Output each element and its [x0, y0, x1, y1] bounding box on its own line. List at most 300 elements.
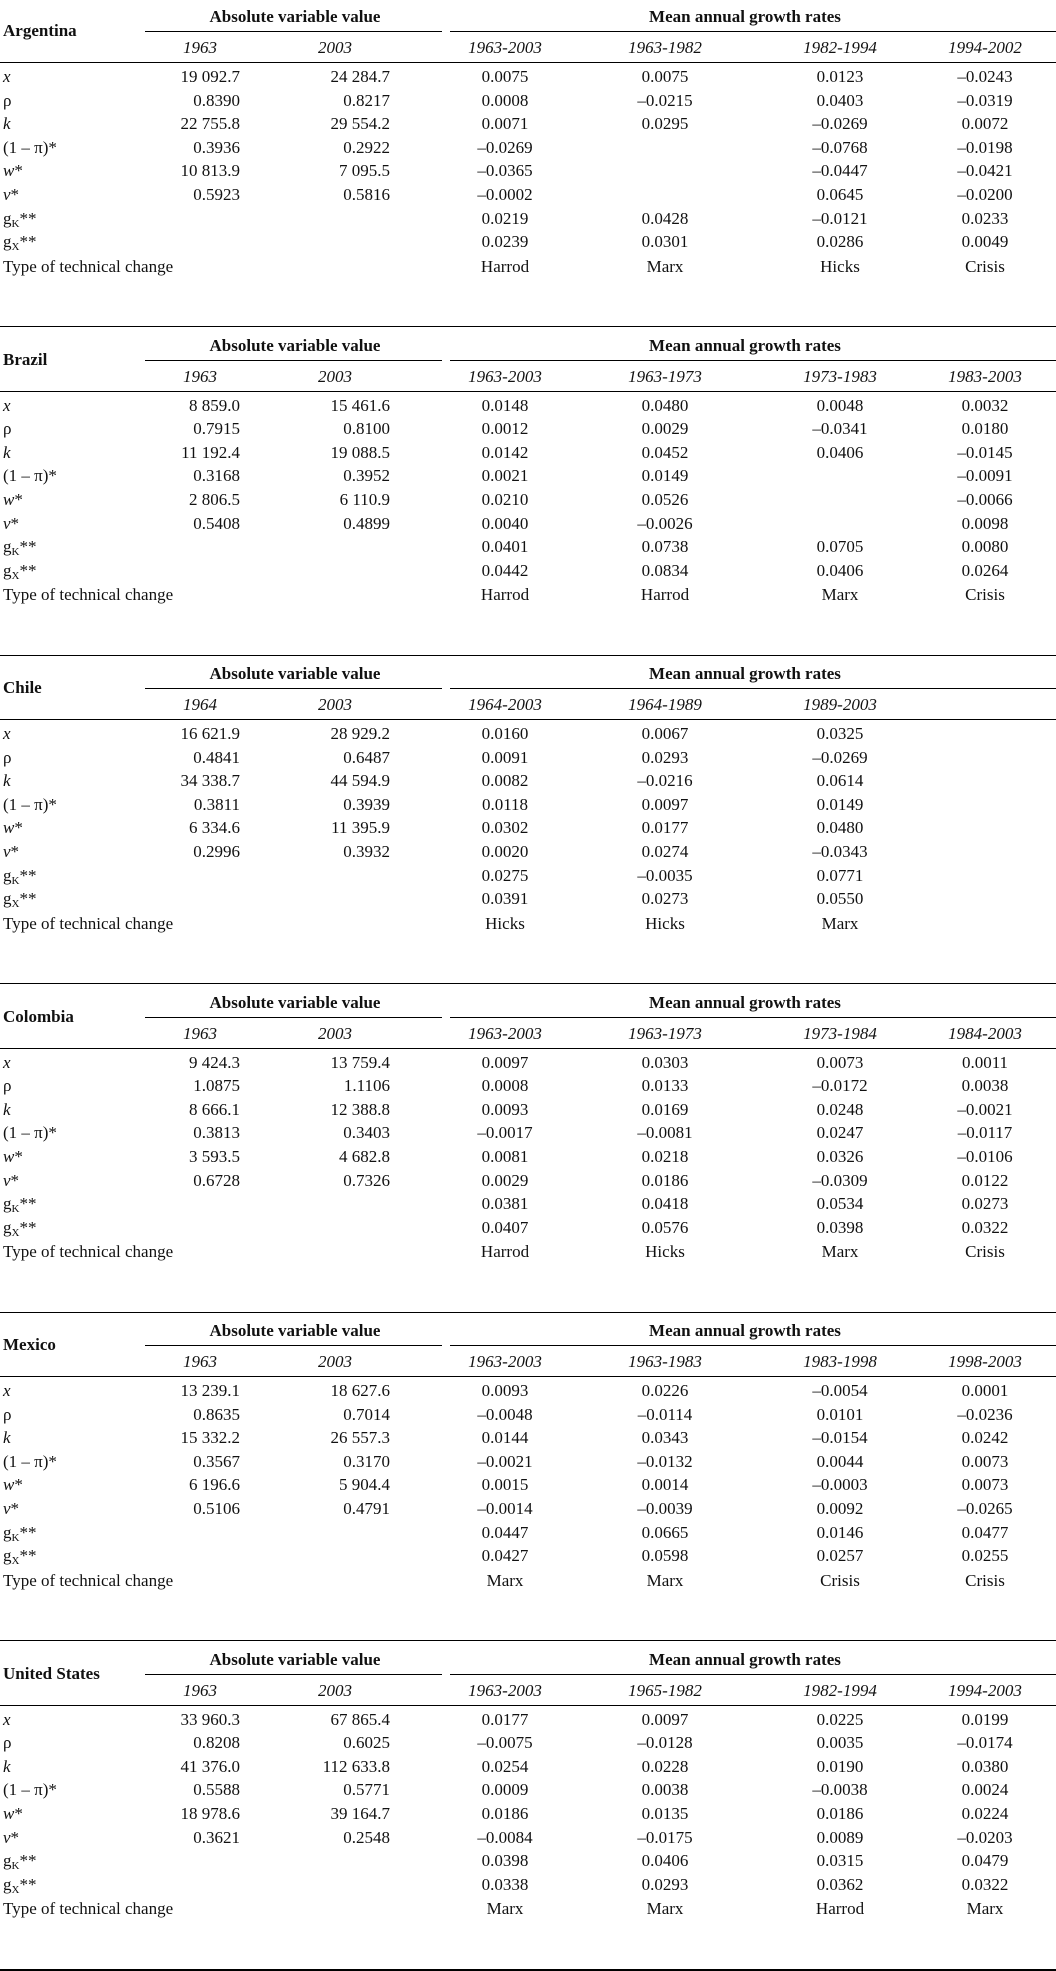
cell-value: 0.4841: [140, 748, 240, 768]
growth-rates-header: Mean annual growth rates: [450, 7, 1040, 27]
rule-line: [450, 360, 1056, 361]
row-label: (1 – π)*: [3, 1123, 57, 1143]
technical-change-type: Harrod: [450, 257, 560, 277]
technical-change-type: Marx: [785, 914, 895, 934]
row-label: v*: [3, 1171, 19, 1191]
cell-value: 1.1106: [250, 1076, 390, 1096]
cell-value: 0.0219: [450, 209, 560, 229]
rule-line: [450, 1017, 1056, 1018]
cell-value: 0.0097: [610, 795, 720, 815]
cell-value: 2 806.5: [140, 490, 240, 510]
cell-value: –0.0343: [785, 842, 895, 862]
cell-value: 0.0008: [450, 1076, 560, 1096]
cell-value: 0.0073: [930, 1452, 1040, 1472]
cell-value: 0.0406: [610, 1851, 720, 1871]
cell-value: 5 904.4: [250, 1475, 390, 1495]
row-label: $g_K**$: [3, 1851, 36, 1871]
cell-value: –0.0021: [930, 1100, 1040, 1120]
cell-value: 0.0142: [450, 443, 560, 463]
cell-value: 0.0092: [785, 1499, 895, 1519]
cell-value: 0.0302: [450, 818, 560, 838]
period-header: 1964-2003: [445, 695, 565, 715]
year-header: 2003: [270, 1024, 400, 1044]
cell-value: –0.0154: [785, 1428, 895, 1448]
cell-value: 0.6487: [250, 748, 390, 768]
cell-value: –0.0002: [450, 185, 560, 205]
technical-change-type: Harrod: [785, 1899, 895, 1919]
cell-value: 0.0343: [610, 1428, 720, 1448]
row-label: $g_X**$: [3, 1875, 36, 1895]
year-header: 1963: [150, 1352, 250, 1372]
year-header: 1963: [150, 1681, 250, 1701]
period-header: 1973-1983: [780, 367, 900, 387]
year-header: 2003: [270, 38, 400, 58]
cell-value: 0.0020: [450, 842, 560, 862]
row-label: k: [3, 771, 11, 791]
cell-value: 0.0295: [610, 114, 720, 134]
row-label: $g_X**$: [3, 561, 36, 581]
row-label: (1 – π)*: [3, 1452, 57, 1472]
cell-value: 0.0024: [930, 1780, 1040, 1800]
cell-value: 8 859.0: [140, 396, 240, 416]
cell-value: 0.3939: [250, 795, 390, 815]
row-label: v*: [3, 185, 19, 205]
row-label: x: [3, 396, 11, 416]
cell-value: 0.4899: [250, 514, 390, 534]
rule-line: [145, 360, 442, 361]
cell-value: 0.0210: [450, 490, 560, 510]
year-header: 2003: [270, 367, 400, 387]
year-header: 1963: [150, 38, 250, 58]
cell-value: 0.0834: [610, 561, 720, 581]
type-row-label: Type of technical change: [3, 585, 173, 605]
cell-value: –0.0265: [930, 1499, 1040, 1519]
country-name: Chile: [3, 678, 42, 698]
cell-value: 0.0093: [450, 1100, 560, 1120]
cell-value: 0.0403: [785, 91, 895, 111]
rule-line: [0, 391, 1056, 392]
cell-value: –0.0114: [610, 1405, 720, 1425]
cell-value: 0.0008: [450, 91, 560, 111]
cell-value: 0.2996: [140, 842, 240, 862]
cell-value: 0.0480: [610, 396, 720, 416]
cell-value: 0.0665: [610, 1523, 720, 1543]
type-row-label: Type of technical change: [3, 1242, 173, 1262]
period-header: 1963-2003: [445, 1681, 565, 1701]
absolute-value-header: Absolute variable value: [145, 1650, 445, 1670]
cell-value: 0.0097: [450, 1053, 560, 1073]
cell-value: 0.7326: [250, 1171, 390, 1191]
cell-value: 0.3811: [140, 795, 240, 815]
growth-rates-header: Mean annual growth rates: [450, 1650, 1040, 1670]
cell-value: 0.0254: [450, 1757, 560, 1777]
country-name: Brazil: [3, 350, 47, 370]
cell-value: 0.0049: [930, 232, 1040, 252]
cell-value: 0.0144: [450, 1428, 560, 1448]
row-label: $g_X**$: [3, 889, 36, 909]
cell-value: –0.0075: [450, 1733, 560, 1753]
cell-value: 0.0082: [450, 771, 560, 791]
year-header: 1963: [150, 367, 250, 387]
cell-value: 0.0264: [930, 561, 1040, 581]
cell-value: 0.0293: [610, 748, 720, 768]
cell-value: 0.0097: [610, 1710, 720, 1730]
cell-value: 0.0226: [610, 1381, 720, 1401]
cell-value: 0.8208: [140, 1733, 240, 1753]
cell-value: –0.0081: [610, 1123, 720, 1143]
cell-value: 0.0012: [450, 419, 560, 439]
row-label: w*: [3, 1475, 23, 1495]
cell-value: 0.6728: [140, 1171, 240, 1191]
cell-value: 0.0186: [610, 1171, 720, 1191]
row-label: k: [3, 443, 11, 463]
cell-value: 0.0401: [450, 537, 560, 557]
row-label: x: [3, 67, 11, 87]
cell-value: 0.0315: [785, 1851, 895, 1871]
cell-value: –0.0026: [610, 514, 720, 534]
period-header: 1982-1994: [780, 1681, 900, 1701]
rule-line: [0, 1048, 1056, 1049]
cell-value: 0.0169: [610, 1100, 720, 1120]
row-label: (1 – π)*: [3, 1780, 57, 1800]
row-label: (1 – π)*: [3, 466, 57, 486]
period-header: 1989-2003: [780, 695, 900, 715]
cell-value: 0.0225: [785, 1710, 895, 1730]
cell-value: –0.0175: [610, 1828, 720, 1848]
cell-value: –0.0035: [610, 866, 720, 886]
cell-value: 0.3936: [140, 138, 240, 158]
cell-value: 0.3567: [140, 1452, 240, 1472]
cell-value: 0.0001: [930, 1381, 1040, 1401]
cell-value: 0.0381: [450, 1194, 560, 1214]
cell-value: 0.0325: [785, 724, 895, 744]
growth-rates-header: Mean annual growth rates: [450, 993, 1040, 1013]
row-label: ρ: [3, 1076, 11, 1096]
cell-value: 0.0242: [930, 1428, 1040, 1448]
cell-value: 0.5408: [140, 514, 240, 534]
cell-value: 10 813.9: [140, 161, 240, 181]
rule-line: [145, 31, 442, 32]
rule-line: [0, 1705, 1056, 1706]
cell-value: 0.0239: [450, 232, 560, 252]
cell-value: 0.0398: [450, 1851, 560, 1871]
row-label: $g_K**$: [3, 1523, 36, 1543]
cell-value: 0.0326: [785, 1147, 895, 1167]
period-header: 1983-1998: [780, 1352, 900, 1372]
cell-value: 0.0218: [610, 1147, 720, 1167]
cell-value: –0.0215: [610, 91, 720, 111]
cell-value: 0.0148: [450, 396, 560, 416]
rule-line: [145, 1345, 442, 1346]
cell-value: –0.0084: [450, 1828, 560, 1848]
type-row-label: Type of technical change: [3, 914, 173, 934]
cell-value: –0.0132: [610, 1452, 720, 1472]
period-header: 1963-1973: [605, 367, 725, 387]
cell-value: 19 088.5: [250, 443, 390, 463]
cell-value: 0.0089: [785, 1828, 895, 1848]
rule-line: [145, 1674, 442, 1675]
cell-value: 0.0146: [785, 1523, 895, 1543]
cell-value: 0.0080: [930, 537, 1040, 557]
cell-value: 0.0133: [610, 1076, 720, 1096]
cell-value: 0.0118: [450, 795, 560, 815]
cell-value: 0.0550: [785, 889, 895, 909]
row-label: $g_K**$: [3, 537, 36, 557]
cell-value: 0.8390: [140, 91, 240, 111]
cell-value: 0.5771: [250, 1780, 390, 1800]
cell-value: 0.0428: [610, 209, 720, 229]
cell-value: 26 557.3: [250, 1428, 390, 1448]
row-label: ρ: [3, 419, 11, 439]
cell-value: 24 284.7: [250, 67, 390, 87]
cell-value: 0.0122: [930, 1171, 1040, 1191]
period-header: 1983-2003: [925, 367, 1045, 387]
rule-line: [145, 1017, 442, 1018]
rule-line: [450, 31, 1056, 32]
cell-value: 0.0322: [930, 1875, 1040, 1895]
cell-value: 0.5923: [140, 185, 240, 205]
row-label: k: [3, 1428, 11, 1448]
country-table: [0, 0, 1056, 329]
cell-value: 0.0075: [450, 67, 560, 87]
row-label: v*: [3, 1828, 19, 1848]
cell-value: 0.0255: [930, 1546, 1040, 1566]
cell-value: 0.0738: [610, 537, 720, 557]
cell-value: 6 110.9: [250, 490, 390, 510]
country-name: Mexico: [3, 1335, 56, 1355]
period-header: 1973-1984: [780, 1024, 900, 1044]
cell-value: 0.8100: [250, 419, 390, 439]
cell-value: 0.0275: [450, 866, 560, 886]
technical-change-type: Crisis: [930, 1571, 1040, 1591]
country-name: United States: [3, 1664, 100, 1684]
row-label: $g_X**$: [3, 1546, 36, 1566]
cell-value: 0.0035: [785, 1733, 895, 1753]
cell-value: 0.0014: [610, 1475, 720, 1495]
period-header: 1963-2003: [445, 367, 565, 387]
cell-value: 0.0177: [610, 818, 720, 838]
absolute-value-header: Absolute variable value: [145, 7, 445, 27]
cell-value: 0.0380: [930, 1757, 1040, 1777]
cell-value: –0.0038: [785, 1780, 895, 1800]
cell-value: 15 332.2: [140, 1428, 240, 1448]
technical-change-type: Harrod: [450, 1242, 560, 1262]
rule-line: [450, 1345, 1056, 1346]
absolute-value-header: Absolute variable value: [145, 1321, 445, 1341]
rule-line: [0, 655, 1056, 656]
cell-value: 13 239.1: [140, 1381, 240, 1401]
row-label: ρ: [3, 1405, 11, 1425]
cell-value: 112 633.8: [250, 1757, 390, 1777]
cell-value: –0.0447: [785, 161, 895, 181]
cell-value: 0.0407: [450, 1218, 560, 1238]
cell-value: 0.0160: [450, 724, 560, 744]
cell-value: 0.0072: [930, 114, 1040, 134]
cell-value: –0.0003: [785, 1475, 895, 1495]
cell-value: 0.0032: [930, 396, 1040, 416]
cell-value: 0.0093: [450, 1381, 560, 1401]
year-header: 1964: [150, 695, 250, 715]
cell-value: –0.0269: [450, 138, 560, 158]
cell-value: 0.0398: [785, 1218, 895, 1238]
cell-value: –0.0216: [610, 771, 720, 791]
cell-value: 0.0247: [785, 1123, 895, 1143]
country-table: [0, 1643, 1056, 1971]
cell-value: 0.0526: [610, 490, 720, 510]
rule-line: [0, 1640, 1056, 1641]
cell-value: 0.5106: [140, 1499, 240, 1519]
row-label: v*: [3, 842, 19, 862]
cell-value: –0.0243: [930, 67, 1040, 87]
technical-change-type: Marx: [785, 1242, 895, 1262]
cell-value: 0.0021: [450, 466, 560, 486]
cell-value: 3 593.5: [140, 1147, 240, 1167]
type-row-label: Type of technical change: [3, 257, 173, 277]
cell-value: –0.0309: [785, 1171, 895, 1191]
cell-value: 34 338.7: [140, 771, 240, 791]
period-header: 1963-2003: [445, 38, 565, 58]
cell-value: 41 376.0: [140, 1757, 240, 1777]
cell-value: 1.0875: [140, 1076, 240, 1096]
cell-value: –0.0014: [450, 1499, 560, 1519]
cell-value: 0.0301: [610, 232, 720, 252]
row-label: $g_X**$: [3, 1218, 36, 1238]
cell-value: 0.0391: [450, 889, 560, 909]
absolute-value-header: Absolute variable value: [145, 336, 445, 356]
cell-value: 0.0447: [450, 1523, 560, 1543]
cell-value: 0.0645: [785, 185, 895, 205]
row-label: v*: [3, 1499, 19, 1519]
rule-line: [450, 688, 1056, 689]
period-header: 1998-2003: [925, 1352, 1045, 1372]
row-label: $g_K**$: [3, 1194, 36, 1214]
cell-value: 0.0098: [930, 514, 1040, 534]
cell-value: 0.0293: [610, 1875, 720, 1895]
row-label: $g_K**$: [3, 209, 36, 229]
cell-value: 8 666.1: [140, 1100, 240, 1120]
cell-value: 0.0248: [785, 1100, 895, 1120]
cell-value: 0.0040: [450, 514, 560, 534]
technical-change-type: Marx: [785, 585, 895, 605]
cell-value: 0.0480: [785, 818, 895, 838]
cell-value: 0.3932: [250, 842, 390, 862]
country-name: Colombia: [3, 1007, 74, 1027]
rule-line: [450, 1674, 1056, 1675]
cell-value: 0.0338: [450, 1875, 560, 1895]
period-header: 1994-2003: [925, 1681, 1045, 1701]
cell-value: 0.7915: [140, 419, 240, 439]
country-name: Argentina: [3, 21, 77, 41]
cell-value: –0.0768: [785, 138, 895, 158]
cell-value: –0.0121: [785, 209, 895, 229]
cell-value: 39 164.7: [250, 1804, 390, 1824]
cell-value: 16 621.9: [140, 724, 240, 744]
cell-value: 0.0705: [785, 537, 895, 557]
cell-value: 0.3170: [250, 1452, 390, 1472]
cell-value: –0.0054: [785, 1381, 895, 1401]
technical-change-type: Marx: [610, 257, 720, 277]
technical-change-type: Hicks: [450, 914, 560, 934]
period-header: 1963-1983: [605, 1352, 725, 1372]
technical-change-type: Crisis: [930, 585, 1040, 605]
cell-value: 6 196.6: [140, 1475, 240, 1495]
cell-value: –0.0319: [930, 91, 1040, 111]
cell-value: 0.2548: [250, 1828, 390, 1848]
cell-value: –0.0091: [930, 466, 1040, 486]
period-header: 1994-2002: [925, 38, 1045, 58]
row-label: ρ: [3, 1733, 11, 1753]
cell-value: 0.0044: [785, 1452, 895, 1472]
period-header: 1963-1973: [605, 1024, 725, 1044]
cell-value: 0.2922: [250, 138, 390, 158]
technical-change-type: Harrod: [610, 585, 720, 605]
row-label: x: [3, 724, 11, 744]
cell-value: 0.0427: [450, 1546, 560, 1566]
cell-value: 0.0123: [785, 67, 895, 87]
cell-value: 0.0009: [450, 1780, 560, 1800]
absolute-value-header: Absolute variable value: [145, 993, 445, 1013]
technical-change-type: Harrod: [450, 585, 560, 605]
cell-value: 0.0233: [930, 209, 1040, 229]
row-label: w*: [3, 161, 23, 181]
cell-value: 44 594.9: [250, 771, 390, 791]
cell-value: 0.0452: [610, 443, 720, 463]
cell-value: 11 192.4: [140, 443, 240, 463]
cell-value: 0.0771: [785, 866, 895, 886]
cell-value: 0.0274: [610, 842, 720, 862]
cell-value: 0.0303: [610, 1053, 720, 1073]
rule-line: [145, 688, 442, 689]
cell-value: 0.0015: [450, 1475, 560, 1495]
cell-value: 0.0071: [450, 114, 560, 134]
rule-line: [0, 1312, 1056, 1313]
technical-change-type: Crisis: [930, 1242, 1040, 1262]
country-table: [0, 986, 1056, 1315]
cell-value: 18 627.6: [250, 1381, 390, 1401]
cell-value: –0.0128: [610, 1733, 720, 1753]
cell-value: –0.0198: [930, 138, 1040, 158]
technical-change-type: Marx: [610, 1899, 720, 1919]
cell-value: –0.0066: [930, 490, 1040, 510]
rule-line: [0, 1376, 1056, 1377]
cell-value: 0.0273: [610, 889, 720, 909]
cell-value: 0.0418: [610, 1194, 720, 1214]
cell-value: 0.0038: [930, 1076, 1040, 1096]
cell-value: –0.0017: [450, 1123, 560, 1143]
row-label: v*: [3, 514, 19, 534]
country-table: [0, 1314, 1056, 1643]
cell-value: 0.0186: [450, 1804, 560, 1824]
cell-value: 0.0149: [785, 795, 895, 815]
period-header: 1964-1989: [605, 695, 725, 715]
cell-value: 12 388.8: [250, 1100, 390, 1120]
technical-change-type: Hicks: [785, 257, 895, 277]
row-label: ρ: [3, 748, 11, 768]
period-header: 1963-1982: [605, 38, 725, 58]
cell-value: 0.0135: [610, 1804, 720, 1824]
cell-value: 15 461.6: [250, 396, 390, 416]
growth-rates-header: Mean annual growth rates: [450, 1321, 1040, 1341]
growth-rates-header: Mean annual growth rates: [450, 664, 1040, 684]
row-label: k: [3, 1757, 11, 1777]
row-label: x: [3, 1381, 11, 1401]
type-row-label: Type of technical change: [3, 1571, 173, 1591]
cell-value: –0.0172: [785, 1076, 895, 1096]
cell-value: 0.0029: [610, 419, 720, 439]
cell-value: 0.0177: [450, 1710, 560, 1730]
cell-value: –0.0039: [610, 1499, 720, 1519]
cell-value: –0.0236: [930, 1405, 1040, 1425]
